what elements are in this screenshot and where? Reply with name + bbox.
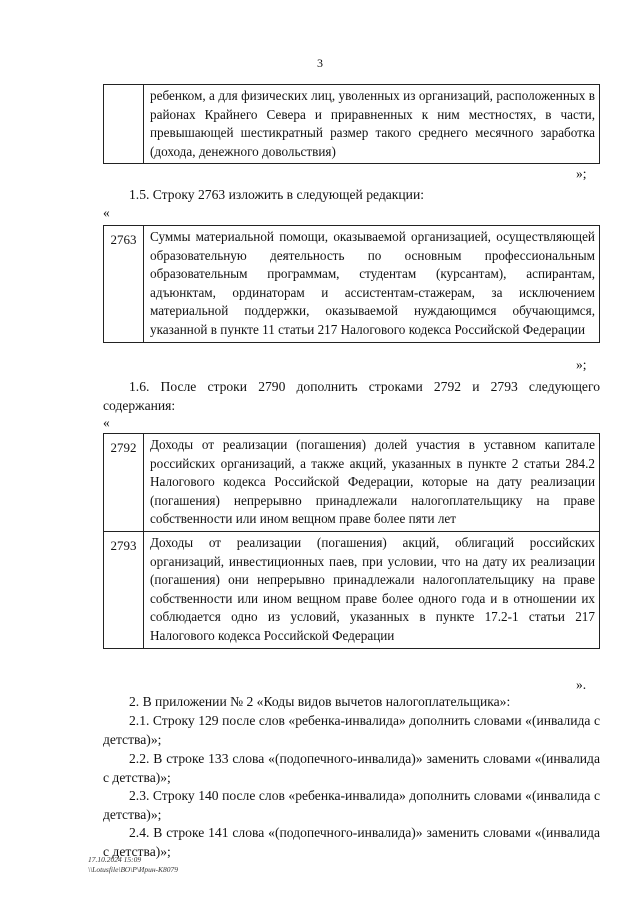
table-row: [104, 85, 599, 163]
paragraph-2-1: 2.1. Строку 129 после слов «ребенка-инвалида» дополнить словами «(инвалида с детства)»;: [103, 713, 600, 747]
table-2763: [103, 225, 600, 343]
footer-path: \\Lotusfile\ВО\Р\Ирин-К8079: [88, 865, 179, 874]
paragraph-1-6: 1.6. После строки 2790 дополнить строками 2792 и 2793 следующего содержания:: [103, 379, 600, 413]
open-quote: «: [103, 415, 110, 430]
table-row: [104, 226, 599, 342]
row-code: 2793: [104, 532, 144, 648]
close-quote: »;: [576, 166, 587, 181]
open-quote: «: [103, 205, 110, 220]
page-number: 3: [317, 56, 323, 70]
row-text: Доходы от реализации (погашения) долей участия в уставном капитале российских организаций, а также акций, указанных в пункте 2 статьи 284.2 Налогового кодекса Российской Федерации, которые на дату реализации (погашения) непрерывно принадлежали налогоплательщику на праве собственности или ином вещном праве более пяти лет: [150, 437, 595, 527]
footer-stamp: [88, 855, 178, 875]
row-code: [104, 85, 144, 163]
table-continuation: [103, 84, 600, 164]
paragraph-2-3: 2.3. Строку 140 после слов «ребенка-инвалида» дополнить словами «(инвалида с детства)»;: [103, 788, 600, 822]
table-row: [104, 531, 599, 648]
footer-date: 17.10.2024 15:09: [88, 855, 142, 864]
table-2792-2793: [103, 433, 600, 649]
row-code: 2763: [104, 226, 144, 342]
paragraph-2: 2. В приложении № 2 «Коды видов вычетов налогоплательщика»:: [129, 694, 511, 709]
paragraph-2-2: 2.2. В строке 133 слова «(подопечного-инвалида)» заменить словами «(инвалида с детства)»;: [103, 751, 600, 785]
row-text: Доходы от реализации (погашения) акций, облигаций российских организаций, инвестиционных паев, при условии, что на дату их реализации (погашения) они непрерывно принадлежали налогоплательщику на праве собственности или ином вещном праве более одного года и в отношении их соблюдается одно из условий, указанных в пункте 17.2-1 статьи 217 Налогового кодекса Российской Федерации: [150, 534, 595, 643]
close-quote: »;: [576, 357, 587, 372]
paragraph-1-5: 1.5. Строку 2763 изложить в следующей редакции:: [129, 187, 424, 202]
row-text: ребенком, а для физических лиц, уволенных из организаций, расположенных в районах Крайнего Севера и приравненных к ним местностях, в части, превышающей шестикратный размер такого среднего месячного заработка (дохода, денежного довольствия): [150, 88, 595, 159]
paragraph-2-4: 2.4. В строке 141 слова «(подопечного-инвалида)» заменить словами «(инвалида с детства)»;: [103, 825, 600, 859]
close-quote: ».: [576, 677, 587, 692]
row-text: Суммы материальной помощи, оказываемой организацией, осуществляющей образовательную деятельность по основным профессиональным образовательным программам, студентам (курсантам), аспирантам, адъюнктам, ординаторам и ассистентам-стажерам, за исключением материальной поддержки, оказываемой нуждающимся обучающимся, указанной в пункте 11 статьи 217 Налогового кодекса Российской Федерации: [150, 229, 595, 337]
row-code: 2792: [104, 434, 144, 531]
table-row: [104, 434, 599, 531]
